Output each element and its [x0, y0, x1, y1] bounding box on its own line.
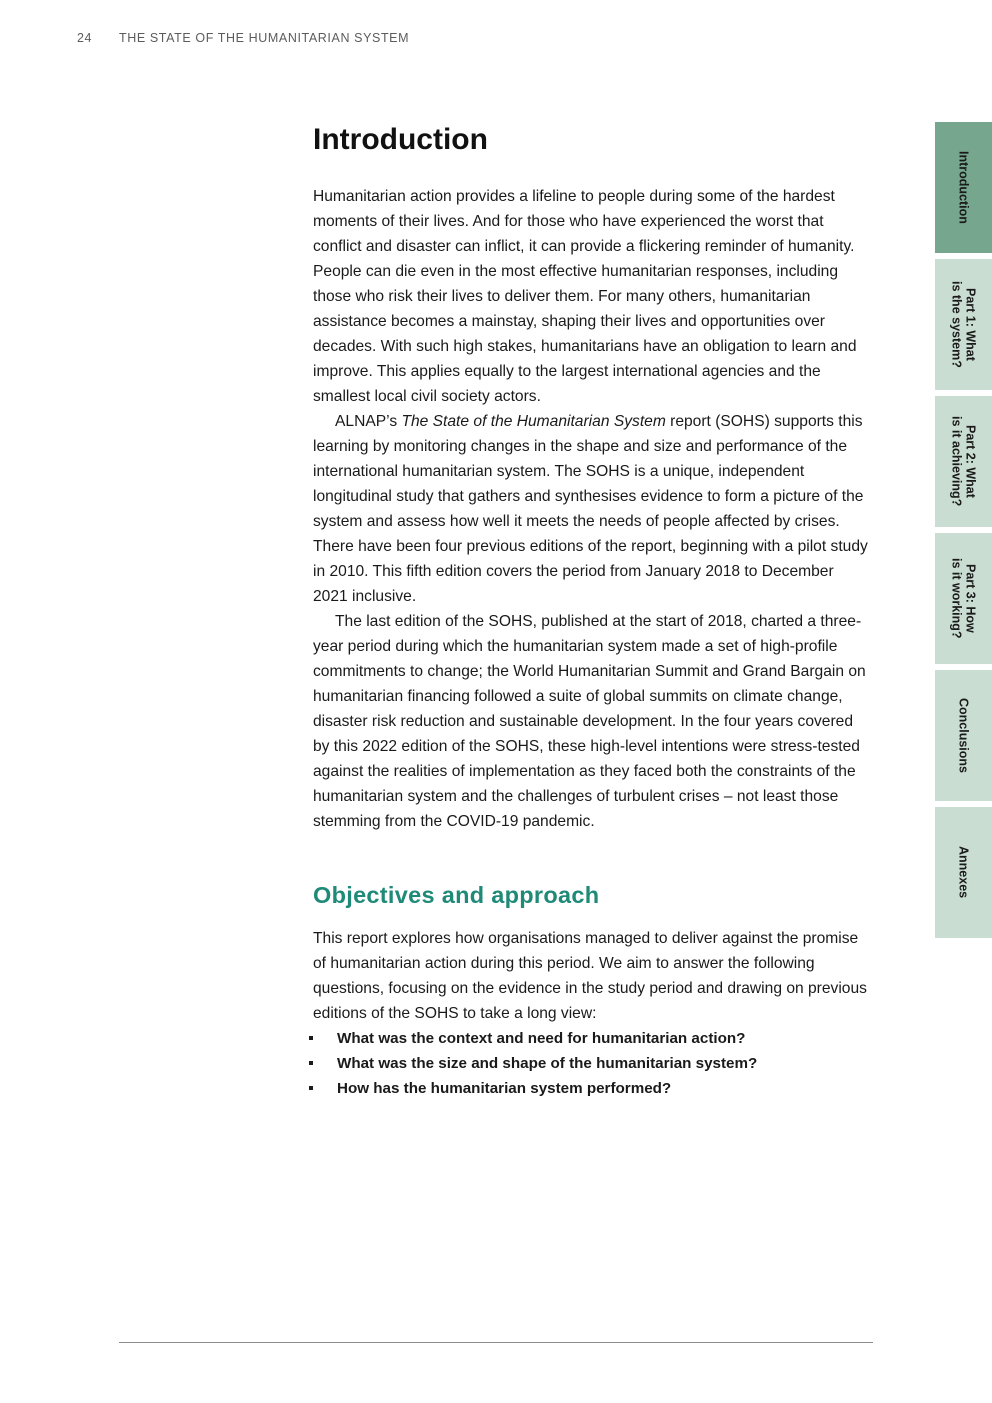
tab-label: Annexes — [956, 846, 971, 899]
introduction-body — [313, 184, 868, 834]
objectives-heading: Objectives and approach — [313, 882, 600, 908]
question-text: How has the humanitarian system performed? — [337, 1080, 672, 1097]
intro-paragraph-2-rest: report (SOHS) supports this learning by monitoring changes in the shape and size and performance of the international humanitarian system. The SOHS is a unique, independent longitudinal study that gathers and synthesises evidence to form a picture of the system and assess how well it meets the needs of people affected by crises. There have been four previous editions of the report, beginning with a pilot study in 2010. This fifth edition covers the period from January 2018 to December 2021 inclusive. — [313, 413, 868, 605]
tab-label: Part 2: What is it achieving? — [949, 416, 978, 507]
main-content — [313, 118, 868, 1101]
question-item — [313, 1026, 868, 1051]
tab-part-1[interactable] — [935, 259, 992, 390]
tab-label: Part 1: What is the system? — [949, 281, 978, 368]
objectives-body — [313, 926, 868, 1101]
tab-introduction[interactable] — [935, 122, 992, 253]
question-item — [313, 1051, 868, 1076]
intro-paragraph-2 — [313, 409, 868, 609]
bullet-icon — [309, 1086, 313, 1090]
question-item — [313, 1076, 868, 1101]
question-text: What was the context and need for humanitarian action? — [337, 1030, 746, 1047]
objectives-section — [313, 878, 868, 1101]
intro-paragraph-3: The last edition of the SOHS, published at the start of 2018, charted a three-year period during which the humanitarian system made a set of high-profile commitments to change; the World Humanitarian Summit and Grand Bargain on humanitarian financing followed a suite of global summits on climate change, disaster risk reduction and sustainable development. In the four years covered by this 2022 edition of the SOHS, these high-level intentions were stress-tested against the realities of implementation as they faced both the constraints of the humanitarian system and the challenges of turbulent crises – not least those stemming from the COVID-19 pandemic. — [313, 613, 866, 830]
intro-paragraph-2-lead: ALNAP’s — [335, 413, 402, 430]
intro-paragraph-1: Humanitarian action provides a lifeline to people during some of the hardest moments of their lives. And for those who have experienced the worst that conflict and disaster can inflict, it can provide a flickering reminder of humanity. People can die even in the most effective humanitarian responses, including those who risk their lives to deliver them. For many others, humanitarian assistance becomes a mainstay, shaping their lives and opportunities over decades. With such high stakes, humanitarians have an obligation to learn and improve. This applies equally to the largest international agencies and the smallest local civil society actors. — [313, 188, 857, 405]
footer-divider — [119, 1342, 873, 1343]
running-title: THE STATE OF THE HUMANITARIAN SYSTEM — [119, 31, 410, 45]
tab-conclusions[interactable] — [935, 670, 992, 801]
tab-part-3[interactable] — [935, 533, 992, 664]
introduction-heading: Introduction — [313, 123, 488, 156]
tab-label: Part 3: How is it working? — [949, 558, 978, 639]
bullet-icon — [309, 1061, 313, 1065]
introduction-section — [313, 118, 868, 834]
tab-label: Conclusions — [956, 697, 971, 773]
report-title-italic: The State of the Humanitarian System — [401, 413, 666, 430]
questions-list — [313, 1026, 868, 1101]
objectives-paragraph: This report explores how organisations managed to deliver against the promise of humanitarian action during this period. We aim to answer the following questions, focusing on the evidence in the study period and drawing on previous editions of the SOHS to take a long view: — [313, 930, 867, 1022]
bullet-icon — [309, 1036, 313, 1040]
tab-label: Introduction — [956, 151, 971, 224]
question-text: What was the size and shape of the humanitarian system? — [337, 1055, 758, 1072]
page-number: 24 — [77, 31, 93, 45]
running-header — [77, 31, 409, 45]
section-tabs — [935, 122, 992, 944]
tab-part-2[interactable] — [935, 396, 992, 527]
tab-annexes[interactable] — [935, 807, 992, 938]
